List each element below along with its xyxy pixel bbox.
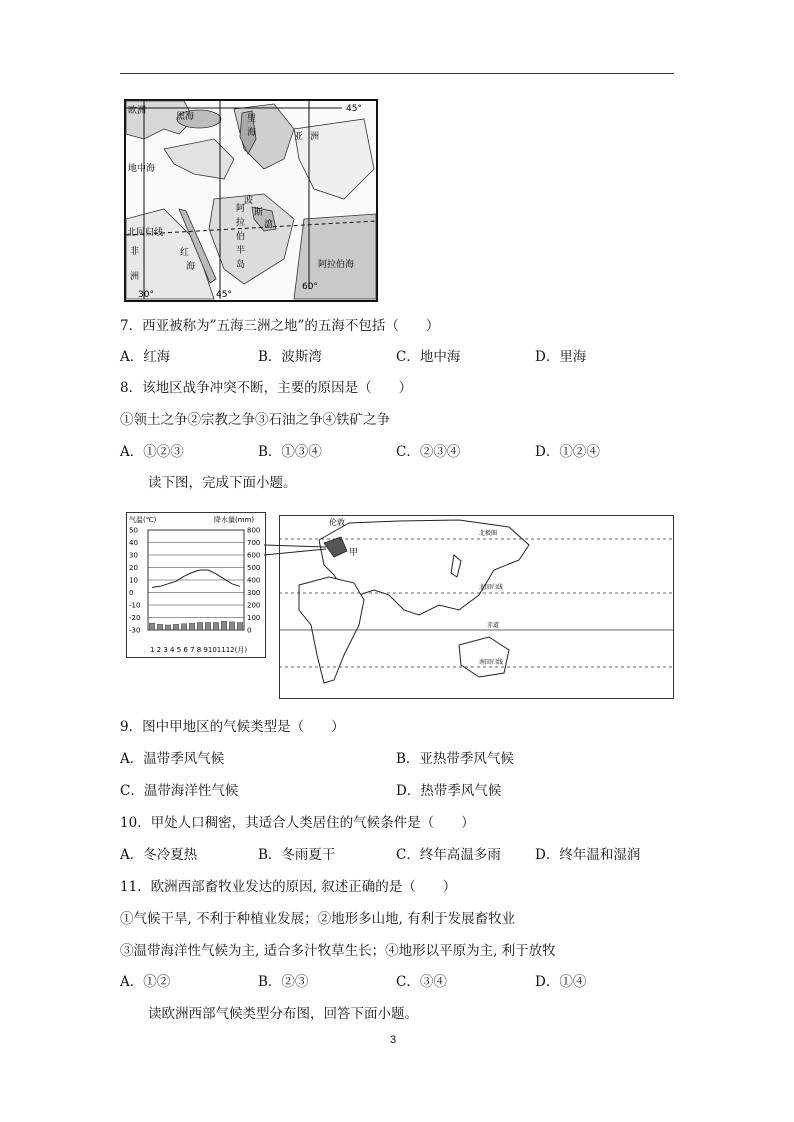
svg-text:非: 非 xyxy=(130,247,140,257)
precip-tick-label: 200 xyxy=(247,601,261,610)
precip-tick-label: 500 xyxy=(247,564,261,572)
svg-text:岛: 岛 xyxy=(236,260,246,270)
precip-bar xyxy=(221,621,227,630)
label-tropic-n: 北回归线 xyxy=(479,584,504,591)
temp-tick-label: 30 xyxy=(129,551,138,560)
precip-bar xyxy=(197,623,203,631)
svg-text:45°: 45° xyxy=(346,104,362,114)
q11-sub-1: ①气候干旱, 不利于种植业发展；②地形多山地, 有利于发展畜牧业 xyxy=(120,911,516,927)
q7-stem: 7．西亚被称为”五海三洲之地”的五海不包括（ ） xyxy=(120,318,440,334)
temp-axis-label: 气温(℃) xyxy=(129,516,157,524)
q8-option-c: C．②③④ xyxy=(396,444,461,460)
q10-option-d: D．终年温和湿润 xyxy=(535,847,641,863)
q8-sub: ①领土之争②宗教之争③石油之争④铁矿之争 xyxy=(120,412,390,428)
q8-option-b: B．①③④ xyxy=(258,444,322,460)
svg-text:亚: 亚 xyxy=(294,132,304,142)
svg-text:红: 红 xyxy=(180,248,190,258)
q9-option-d: D．热带季风气候 xyxy=(396,783,502,799)
svg-text:60°: 60° xyxy=(302,282,318,292)
svg-text:海: 海 xyxy=(247,128,257,138)
temp-tick-label: -20 xyxy=(129,614,141,622)
svg-text:海: 海 xyxy=(186,262,196,272)
precip-bar xyxy=(157,624,163,630)
world-map xyxy=(279,515,674,699)
q11-sub-2: ③温带海洋性气候为主, 适合多汁牧草生长；④地形以平原为主, 利于放牧 xyxy=(120,943,556,959)
svg-text:30°: 30° xyxy=(138,290,154,300)
q9-option-b: B．亚热带季风气候 xyxy=(396,751,514,767)
temp-tick-label: 0 xyxy=(129,589,134,597)
precip-bar xyxy=(205,623,211,631)
precip-bar xyxy=(213,623,219,631)
q11-option-c: C．③④ xyxy=(396,974,447,990)
label-arctic: 北极圈 xyxy=(479,530,498,537)
svg-text:黑海: 黑海 xyxy=(176,112,195,122)
precip-tick-label: 0 xyxy=(247,626,252,635)
precip-bar xyxy=(237,623,243,631)
svg-text:拉: 拉 xyxy=(236,218,246,228)
q11-option-a: A．①② xyxy=(120,974,171,990)
page-number: 3 xyxy=(390,1034,397,1046)
intro-2: 读欧洲西部气候类型分布图，回答下面小题。 xyxy=(148,1006,418,1022)
svg-text:地中海: 地中海 xyxy=(128,164,156,174)
q7-option-d: D．里海 xyxy=(535,349,587,365)
temp-tick-label: 20 xyxy=(129,564,138,572)
precip-axis-label: 降水量(mm) xyxy=(214,516,255,524)
temp-tick-label: 40 xyxy=(129,539,138,547)
precip-bar xyxy=(229,622,235,630)
temp-tick-label: 10 xyxy=(129,576,138,585)
q7-option-b: B．波斯湾 xyxy=(258,349,322,365)
q10-option-b: B．冬雨夏干 xyxy=(258,847,336,863)
temp-tick-label: 50 xyxy=(129,526,138,535)
precip-bar xyxy=(181,624,187,630)
label-equator: 赤道 xyxy=(487,622,500,629)
q11-option-b: B．②③ xyxy=(258,974,309,990)
precip-tick-label: 600 xyxy=(247,551,261,560)
svg-text:阿拉伯海: 阿拉伯海 xyxy=(318,260,355,270)
svg-text:里: 里 xyxy=(247,114,257,124)
q9-option-a: A．温带季风气候 xyxy=(120,751,225,767)
q10-option-c: C．终年高温多雨 xyxy=(396,847,501,863)
climate-chart xyxy=(126,512,266,658)
precip-bar xyxy=(149,623,155,630)
svg-text:湾: 湾 xyxy=(264,220,274,230)
precip-bar xyxy=(173,624,179,630)
svg-text:洲: 洲 xyxy=(310,132,320,142)
q8-stem: 8．该地区战争冲突不断，主要的原因是（ ） xyxy=(120,380,413,396)
q8-option-d: D．①②④ xyxy=(535,444,600,460)
q11-stem: 11．欧洲西部畜牧业发达的原因, 叙述正确的是（ ） xyxy=(120,879,457,895)
label-jia: 甲 xyxy=(349,548,359,558)
connector-line xyxy=(264,535,334,565)
west-asia-map xyxy=(124,99,378,302)
precip-tick-label: 100 xyxy=(247,614,261,622)
q11-option-d: D．①④ xyxy=(535,974,587,990)
svg-text:阿: 阿 xyxy=(236,204,246,214)
svg-text:洲: 洲 xyxy=(130,272,140,282)
months-label: 1 2 3 4 5 6 7 8 9101112(月) xyxy=(150,646,248,654)
label-europe: 欧洲 xyxy=(128,106,147,116)
label-tropic-s: 南回归线 xyxy=(479,659,504,666)
q10-stem: 10．甲处人口稠密，其适合人类居住的气候条件是（ ） xyxy=(120,815,475,831)
svg-text:波: 波 xyxy=(244,196,254,206)
svg-text:伯: 伯 xyxy=(236,232,246,242)
q7-option-a: A．红海 xyxy=(120,349,171,365)
precip-bar xyxy=(189,623,195,630)
svg-text:北回归线: 北回归线 xyxy=(127,228,164,238)
temp-tick-label: -10 xyxy=(129,601,141,610)
precip-bar xyxy=(165,625,171,630)
header-rule xyxy=(120,73,674,74)
label-london: 伦敦 xyxy=(329,518,345,527)
q7-option-c: C．地中海 xyxy=(396,349,461,365)
svg-text:45°: 45° xyxy=(216,290,232,300)
precip-tick-label: 800 xyxy=(247,526,261,535)
temp-tick-label: -30 xyxy=(129,626,141,635)
q9-stem: 9．图中甲地区的气候类型是（ ） xyxy=(120,719,345,735)
intro-1: 读下图，完成下面小题。 xyxy=(148,475,297,491)
svg-text:半: 半 xyxy=(236,246,246,256)
precip-tick-label: 300 xyxy=(247,589,261,597)
q8-option-a: A．①②③ xyxy=(120,444,184,460)
q9-option-c: C．温带海洋性气候 xyxy=(120,783,239,799)
precip-tick-label: 400 xyxy=(247,576,261,585)
svg-text:斯: 斯 xyxy=(254,208,264,218)
q10-option-a: A．冬冷夏热 xyxy=(120,847,198,863)
precip-tick-label: 700 xyxy=(247,539,261,547)
